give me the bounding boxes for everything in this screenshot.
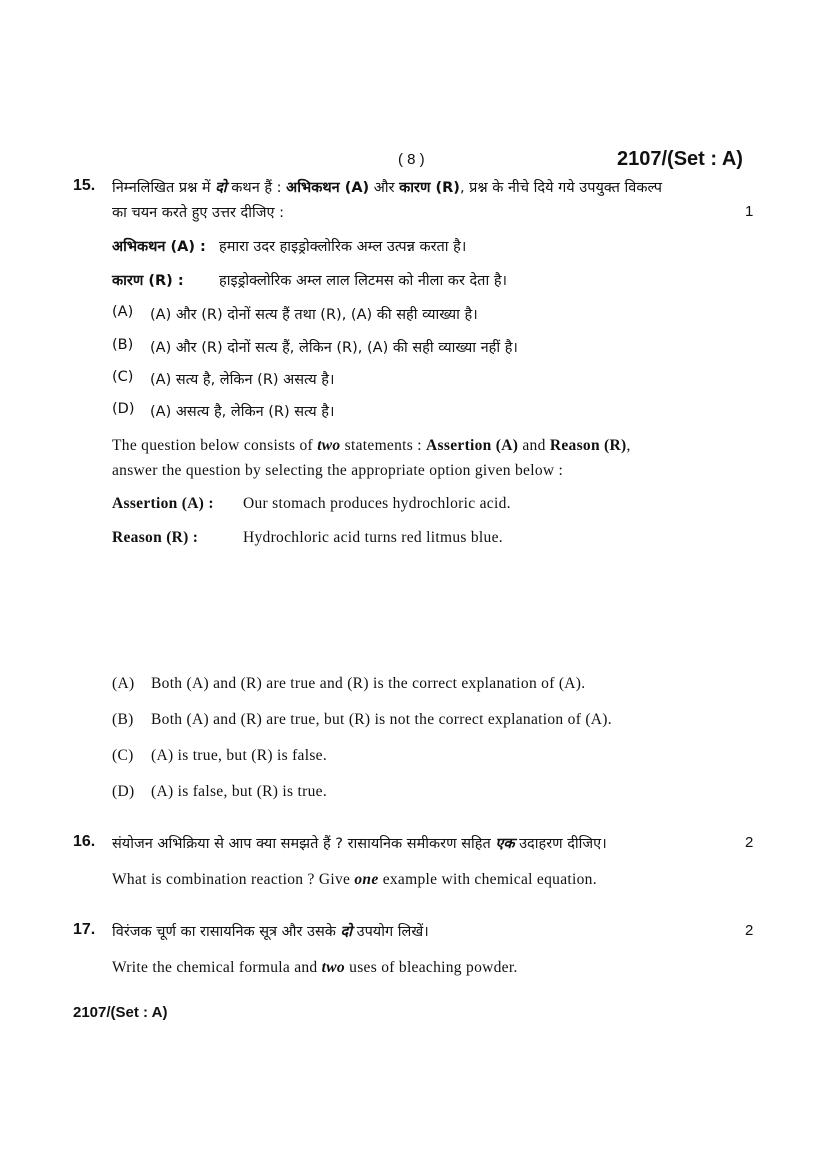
q16-marks: 2 xyxy=(745,834,754,851)
q15-hindi-option-b-label: (B) xyxy=(112,337,134,353)
q16-english-text: What is combination reaction ? Give one example with chemical equation. xyxy=(112,871,597,888)
q15-hindi-intro-line1: निम्नलिखित प्रश्न में दो कथन हैं : अभिकथन (A) और कारण (R), प्रश्न के नीचे दिये गये उपयुक्त विकल्प xyxy=(112,180,662,196)
q15-hindi-assertion-label: अभिकथन (A) : xyxy=(112,239,206,255)
q15-english-reason-label: Reason (R) : xyxy=(112,529,199,546)
q15-hindi-option-a-label: (A) xyxy=(112,304,134,320)
set-code-footer: 2107/(Set : A) xyxy=(73,1004,168,1021)
q16-hindi-text: संयोजन अभिक्रिया से आप क्या समझते हैं ? रासायनिक समीकरण सहित एक उदाहरण दीजिए। xyxy=(112,836,607,852)
q15-hindi-option-b-text: (A) और (R) दोनों सत्य हैं, लेकिन (R), (A) की सही व्याख्या नहीं है। xyxy=(150,340,518,356)
q15-english-option-c-label: (C) xyxy=(112,747,134,764)
question-17-number: 17. xyxy=(73,921,96,938)
q15-hindi-intro-line2: का चयन करते हुए उत्तर दीजिए : xyxy=(112,205,285,221)
q15-english-option-a-label: (A) xyxy=(112,675,135,692)
q15-hindi-option-a-text: (A) और (R) दोनों सत्य हैं तथा (R), (A) की सही व्याख्या है। xyxy=(150,307,478,323)
q15-hindi-option-d-text: (A) असत्य है, लेकिन (R) सत्य है। xyxy=(150,404,335,420)
q15-english-intro-line2: answer the question by selecting the appropriate option given below : xyxy=(112,462,564,479)
q15-hindi-option-c-text: (A) सत्य है, लेकिन (R) असत्य है। xyxy=(150,372,335,388)
q15-marks: 1 xyxy=(745,203,754,220)
q15-english-option-d-text: (A) is false, but (R) is true. xyxy=(151,783,328,800)
page-number: ( 8 ) xyxy=(398,151,425,168)
q15-english-option-d-label: (D) xyxy=(112,783,135,800)
q15-english-intro-line1: The question below consists of two statements : Assertion (A) and Reason (R), xyxy=(112,437,631,454)
q15-english-option-c-text: (A) is true, but (R) is false. xyxy=(151,747,328,764)
q15-english-assertion-text: Our stomach produces hydrochloric acid. xyxy=(243,495,511,512)
q15-english-option-b-label: (B) xyxy=(112,711,134,728)
q15-hindi-reason-text: हाइड्रोक्लोरिक अम्ल लाल लिटमस को नीला कर देता है। xyxy=(219,273,508,289)
q15-english-option-a-text: Both (A) and (R) are true and (R) is the correct explanation of (A). xyxy=(151,675,586,692)
q17-marks: 2 xyxy=(745,922,754,939)
q17-hindi-text: विरंजक चूर्ण का रासायनिक सूत्र और उसके दो उपयोग लिखें। xyxy=(112,924,429,940)
q15-hindi-option-d-label: (D) xyxy=(112,401,135,417)
q15-hindi-assertion-text: हमारा उदर हाइड्रोक्लोरिक अम्ल उत्पन्न करता है। xyxy=(219,239,467,255)
set-code-header: 2107/(Set : A) xyxy=(617,148,743,170)
q17-english-text: Write the chemical formula and two uses of bleaching powder. xyxy=(112,959,518,976)
q15-hindi-reason-label: कारण (R) : xyxy=(112,273,184,289)
q15-english-assertion-label: Assertion (A) : xyxy=(112,495,214,512)
q15-english-reason-text: Hydrochloric acid turns red litmus blue. xyxy=(243,529,503,546)
question-15-number: 15. xyxy=(73,177,96,194)
q15-english-option-b-text: Both (A) and (R) are true, but (R) is not the correct explanation of (A). xyxy=(151,711,612,728)
q15-hindi-option-c-label: (C) xyxy=(112,369,134,385)
question-16-number: 16. xyxy=(73,833,96,850)
